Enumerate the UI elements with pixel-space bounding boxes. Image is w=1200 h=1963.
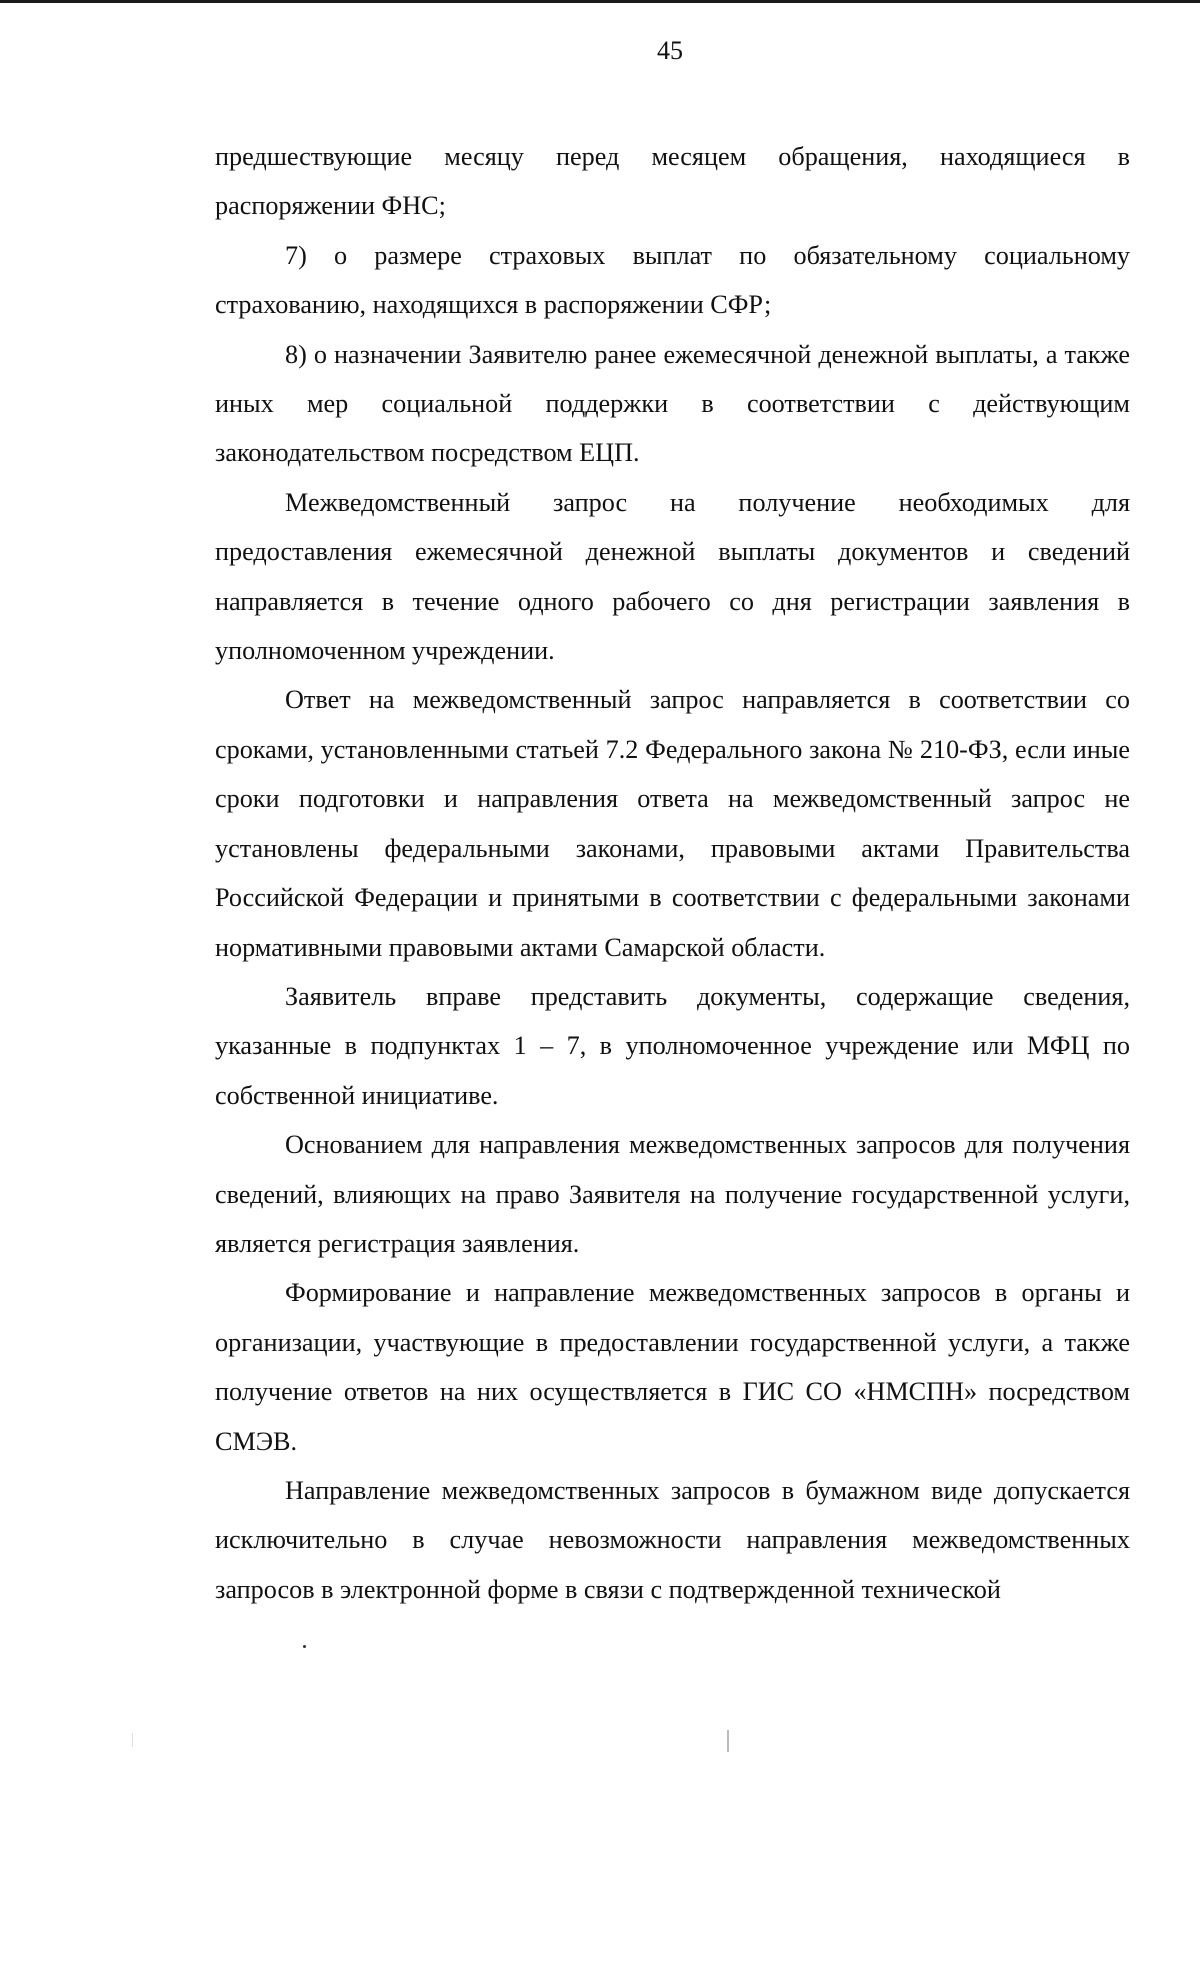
scan-artifact-mark (727, 1730, 729, 1752)
scan-dot (303, 1645, 306, 1648)
scan-artifact-mark-left (132, 1733, 133, 1747)
paragraph-paper-requests: Направление межведомственных запросов в бумажном виде допускается исключительно в случае невозможности направления межведомственных запросов в электронной форме в связи с подтвержденной технической (215, 1475, 1130, 1604)
document-body (215, 132, 1130, 1614)
paragraph-interagency-request: Межведомственный запрос на получение необходимых для предоставления ежемесячной денежной выплаты документов и сведений направляется в течение одного рабочего со дня регистрации заявления в уполномоченном учреждении. (215, 487, 1130, 666)
paragraph-item-7: 7) о размере страховых выплат по обязательному социальному страхованию, находящихся в распоряжении СФР; (215, 240, 1130, 320)
paragraph-item-8: 8) о назначении Заявителю ранее ежемесячной денежной выплаты, а также иных мер социальной поддержки в соответствии с действующим законодательством посредством ЕЦП. (215, 339, 1130, 468)
paragraph-grounds: Основанием для направления межведомственных запросов для получения сведений, влияющих на право Заявителя на получение государственной услуги, является регистрация заявления. (215, 1130, 1130, 1258)
paragraph-response-deadline: Ответ на межведомственный запрос направляется в соответствии со сроками, установленными статьей 7.2 Федерального закона № 210-ФЗ, если иные сроки подготовки и направления ответа на межведомственный запрос не установлены федеральными законами, правовыми актами Правительства Российской Федерации и принятыми в соответствии с федеральными законами нормативными правовыми актами Самарской области. (215, 685, 1130, 962)
page-top-border (0, 0, 1200, 3)
page-number: 45 (657, 36, 683, 65)
paragraph-continuation: предшествующие месяцу перед месяцем обращения, находящиеся в распоряжении ФНС; (215, 142, 1130, 221)
paragraph-formation: Формирование и направление межведомственных запросов в органы и организации, участвующие в предоставлении государственной услуги, а также получение ответов на них осуществляется в ГИС СО «НМСПН» посредством СМЭВ. (215, 1278, 1130, 1456)
paragraph-applicant-right: Заявитель вправе представить документы, содержащие сведения, указанные в подпунктах 1 – 7, в уполномоченное учреждение или МФЦ по собственной инициативе. (215, 981, 1130, 1110)
